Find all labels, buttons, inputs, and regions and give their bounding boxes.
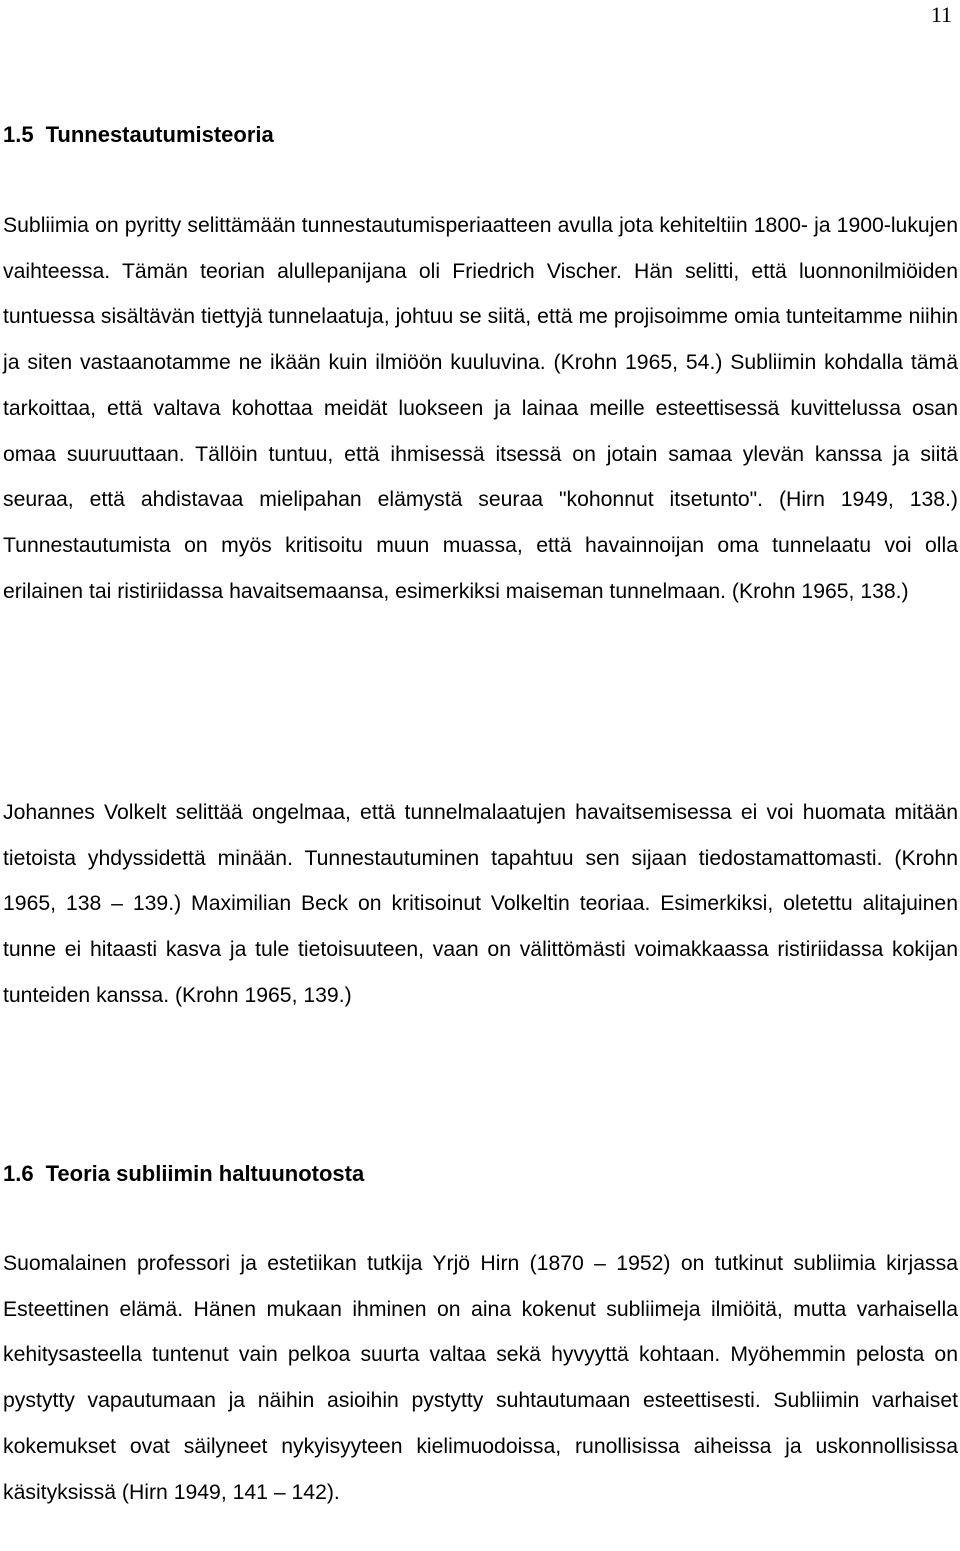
page-number: 11 (930, 2, 952, 27)
body-paragraph: Subliimia on pyritty selittämään tunnestautumisperiaatteen avulla jota kehiteltiin 1800- ja 1900-lukujen vaihteessa. Tämän teorian alullepanijana oli Friedrich Vischer. Hän selitti, että luonnonilmiöiden tuntuessa sisältävän tiettyjä tunnelaatuja, johtuu se siitä, että me projisoimme omia tunteitamme niihin ja siten vastaanotamme ne ikään kuin ilmiöön kuuluvina. (Krohn 1965, 54.) Subliimin kohdalla tämä tarkoittaa, että valtava kohottaa meidät luokseen ja lainaa meille esteettisessä kuvittelussa osan omaa suuruuttaan. Tällöin tuntuu, että ihmisessä itsessä on jotain samaa ylevän kanssa ja siitä seuraa, että ahdistavaa mielipahan elämystä seuraa "kohonnut itsetunto". (Hirn 1949, 138.) Tunnestautumista on myös kritisoitu muun muassa, että havainnoijan oma tunnelaatu voi olla erilainen tai ristiriidassa havaitsemaansa, esimerkiksi maiseman tunnelmaan. (Krohn 1965, 138.) (3, 214, 958, 603)
section-number: 1.5 (3, 122, 34, 147)
section-number: 1.6 (3, 1161, 34, 1186)
body-paragraph: Johannes Volkelt selittää ongelmaa, että tunnelmalaatujen havaitsemisessa ei voi huomata mitään tietoista yhdyssidettä minään. Tunnestautuminen tapahtuu sen sijaan tiedostamattomasti. (Krohn 1965, 138 – 139.) Maximilian Beck on kritisoinut Volkeltin teoriaa. Esimerkiksi, oletettu alitajuinen tunne ei hitaasti kasva ja tule tietoisuuteen, vaan on välittömästi voimakkaassa ristiriidassa kokijan tunteiden kanssa. (Krohn 1965, 139.) (3, 801, 958, 1007)
section-heading-1-5 (3, 121, 274, 149)
section-heading-1-6 (3, 1160, 364, 1188)
section-title: Teoria subliimin haltuunotosta (45, 1161, 365, 1186)
section-title: Tunnestautumisteoria (45, 122, 274, 147)
body-paragraph: Suomalainen professori ja estetiikan tutkija Yrjö Hirn (1870 – 1952) on tutkinut subliimia kirjassa Esteettinen elämä. Hänen mukaan ihminen on aina kokenut subliimeja ilmiöitä, mutta varhaisella kehitysasteella tuntenut vain pelkoa suurta valtaa sekä hyvyyttä kohtaan. Myöhemmin pelosta on pystytty vapautumaan ja näihin asioihin pystytty suhtautumaan esteettisesti. Subliimin varhaiset kokemukset ovat säilyneet nykyisyyteen kielimuodoissa, runollisissa aiheissa ja uskonnollisissa käsityksissä (Hirn 1949, 141 – 142). (3, 1252, 958, 1504)
